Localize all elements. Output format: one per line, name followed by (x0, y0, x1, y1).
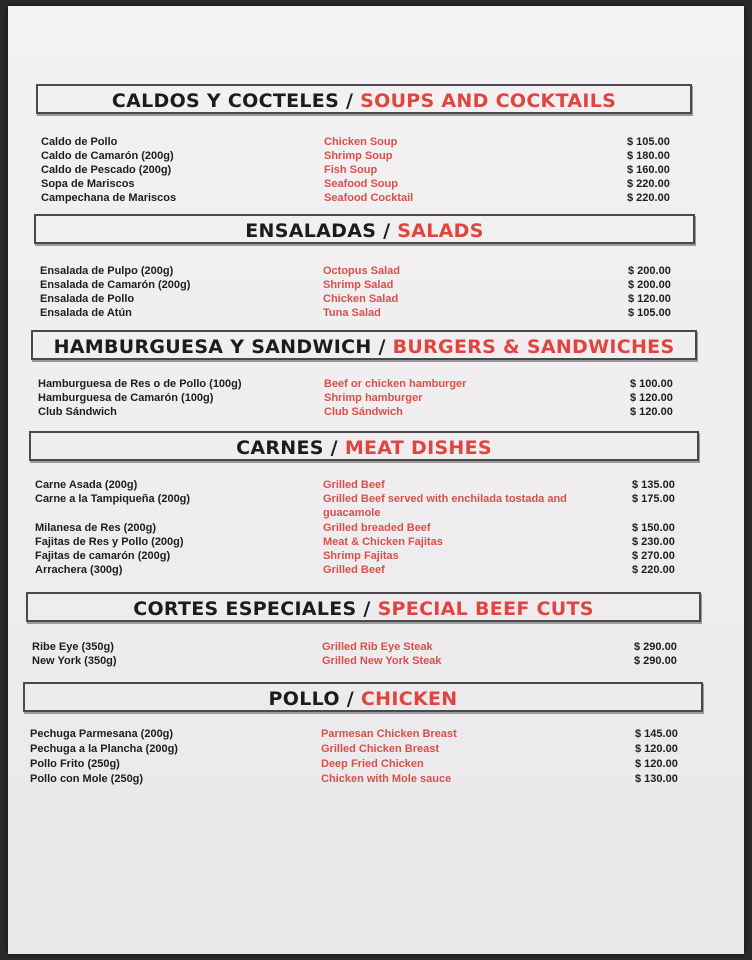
menu-item (41, 135, 681, 149)
item-price: $ 120.00 (628, 293, 671, 305)
item-name-en: Grilled New York Steak (322, 655, 442, 667)
item-name-es: Carne a la Tampiqueña (200g) (35, 493, 191, 505)
item-name-es: Pechuga a la Plancha (200g) (30, 743, 178, 755)
menu-item (40, 264, 682, 278)
item-price: $ 120.00 (630, 406, 673, 418)
menu-item (40, 278, 682, 292)
menu-page (8, 6, 744, 954)
menu-item (41, 191, 681, 205)
item-name-en: Shrimp Fajitas (323, 550, 399, 562)
item-name-en: Grilled breaded Beef (323, 522, 431, 534)
section-separator: / (330, 437, 345, 459)
section-header-salads (34, 214, 695, 244)
item-price: $ 150.00 (632, 522, 675, 534)
section-items-beef-cuts (32, 640, 688, 668)
menu-item (30, 757, 690, 772)
item-name-es: Caldo de Pollo (41, 136, 118, 148)
item-name-es: New York (350g) (32, 655, 117, 667)
section-items-meat (35, 478, 687, 577)
section-separator: / (345, 90, 361, 112)
menu-item (30, 742, 690, 757)
item-name-es: Arrachera (300g) (35, 564, 123, 576)
section-title-en: CHICKEN (360, 688, 458, 710)
section-title-es: CORTES ESPECIALES (133, 598, 357, 620)
item-price: $ 145.00 (635, 728, 678, 740)
menu-item (32, 640, 688, 654)
item-name-en: Fish Soup (324, 164, 378, 176)
section-items-salads (40, 264, 682, 320)
section-title-en: SPECIAL BEEF CUTS (377, 598, 594, 620)
menu-item (35, 521, 687, 535)
item-name-en: Club Sándwich (324, 406, 403, 418)
item-price: $ 120.00 (635, 758, 678, 770)
item-price: $ 180.00 (627, 150, 670, 162)
section-items-burgers (38, 377, 684, 419)
item-name-es: Ensalada de Pollo (40, 293, 135, 305)
item-name-en: Meat & Chicken Fajitas (323, 536, 443, 548)
section-header-burgers (31, 330, 697, 360)
section-title-es: POLLO (268, 688, 340, 710)
item-name-es: Club Sándwich (38, 406, 117, 418)
menu-item (35, 563, 687, 577)
item-name-en: Chicken with Mole sauce (321, 773, 452, 785)
item-name-en: Chicken Salad (323, 293, 399, 305)
section-separator: / (383, 220, 398, 242)
item-price: $ 200.00 (628, 279, 671, 291)
item-price: $ 290.00 (634, 655, 677, 667)
item-price: $ 220.00 (627, 178, 670, 190)
item-name-es: Ribe Eye (350g) (32, 641, 114, 653)
item-price: $ 175.00 (632, 493, 675, 505)
section-header-chicken (23, 682, 703, 712)
item-name-es: Caldo de Camarón (200g) (41, 150, 174, 162)
section-title-en: SOUPS AND COCKTAILS (360, 90, 617, 112)
item-price: $ 120.00 (630, 392, 673, 404)
item-name-es: Ensalada de Atún (40, 307, 132, 319)
section-title-es: CARNES (236, 437, 324, 459)
item-name-en: Seafood Soup (324, 178, 398, 190)
menu-item (38, 405, 684, 419)
item-name-en: Beef or chicken hamburger (324, 378, 467, 390)
menu-item (38, 377, 684, 391)
item-name-en: Shrimp hamburger (324, 392, 423, 404)
section-header-beef-cuts (26, 592, 701, 622)
item-name-es: Ensalada de Pulpo (200g) (40, 265, 174, 277)
section-title-es: CALDOS Y COCTELES (111, 90, 340, 112)
item-name-es: Pollo con Mole (250g) (30, 773, 144, 785)
item-name-en: Deep Fried Chicken (321, 758, 424, 770)
item-name-es: Fajitas de Res y Pollo (200g) (35, 536, 184, 548)
menu-item (35, 492, 687, 521)
item-name-en: Grilled Chicken Breast (321, 743, 439, 755)
item-name-es: Pollo Frito (250g) (30, 758, 120, 770)
section-header-meat (29, 431, 699, 461)
menu-item (35, 535, 687, 549)
item-name-es: Pechuga Parmesana (200g) (30, 728, 174, 740)
item-name-en: Chicken Soup (324, 136, 398, 148)
item-price: $ 230.00 (632, 536, 675, 548)
item-name-en: Grilled Beef (323, 479, 385, 491)
menu-item (40, 306, 682, 320)
item-name-en: Tuna Salad (323, 307, 381, 319)
item-name-es: Hamburguesa de Res o de Pollo (100g) (38, 378, 242, 390)
item-name-es: Sopa de Mariscos (41, 178, 135, 190)
item-price: $ 100.00 (630, 378, 673, 390)
item-name-en: Shrimp Salad (323, 279, 394, 291)
item-name-es: Ensalada de Camarón (200g) (40, 279, 191, 291)
item-price: $ 270.00 (632, 550, 675, 562)
item-name-en: Parmesan Chicken Breast (321, 728, 457, 740)
item-price: $ 120.00 (635, 743, 678, 755)
item-price: $ 105.00 (628, 307, 671, 319)
section-items-soups (41, 135, 681, 205)
item-price: $ 200.00 (628, 265, 671, 277)
menu-item (30, 772, 690, 787)
menu-item (38, 391, 684, 405)
item-price: $ 220.00 (627, 192, 670, 204)
section-separator: / (378, 336, 393, 358)
item-name-en: Seafood Cocktail (324, 192, 414, 204)
menu-item (40, 292, 682, 306)
menu-item (30, 727, 690, 742)
item-price: $ 220.00 (632, 564, 675, 576)
section-separator: / (346, 688, 361, 710)
item-name-es: Campechana de Mariscos (41, 192, 177, 204)
item-name-en: Shrimp Soup (324, 150, 393, 162)
item-name-en: Grilled Rib Eye Steak (322, 641, 433, 653)
item-name-es: Caldo de Pescado (200g) (41, 164, 172, 176)
item-name-en: Octopus Salad (323, 265, 401, 277)
menu-item (41, 149, 681, 163)
menu-item (35, 478, 687, 492)
item-name-en: Grilled Beef (323, 564, 385, 576)
section-items-chicken (30, 727, 690, 787)
item-price: $ 290.00 (634, 641, 677, 653)
item-name-es: Hamburguesa de Camarón (100g) (38, 392, 214, 404)
item-price: $ 135.00 (632, 479, 675, 491)
section-header-soups (36, 84, 692, 114)
item-price: $ 130.00 (635, 773, 678, 785)
section-title-en: SALADS (397, 220, 484, 242)
item-name-es: Fajitas de camarón (200g) (35, 550, 171, 562)
item-price: $ 105.00 (627, 136, 670, 148)
section-title-en: MEAT DISHES (344, 437, 492, 459)
item-name-en: Grilled Beef served with enchilada tostada and guacamole (323, 493, 567, 519)
section-title-es: HAMBURGUESA Y SANDWICH (53, 336, 372, 358)
menu-item (41, 163, 681, 177)
menu-item (35, 549, 687, 563)
section-title-en: BURGERS & SANDWICHES (392, 336, 675, 358)
section-title-es: ENSALADAS (245, 220, 377, 242)
menu-item (32, 654, 688, 668)
item-name-es: Carne Asada (200g) (35, 479, 138, 491)
item-name-es: Milanesa de Res (200g) (35, 522, 157, 534)
section-separator: / (363, 598, 378, 620)
item-price: $ 160.00 (627, 164, 670, 176)
menu-item (41, 177, 681, 191)
